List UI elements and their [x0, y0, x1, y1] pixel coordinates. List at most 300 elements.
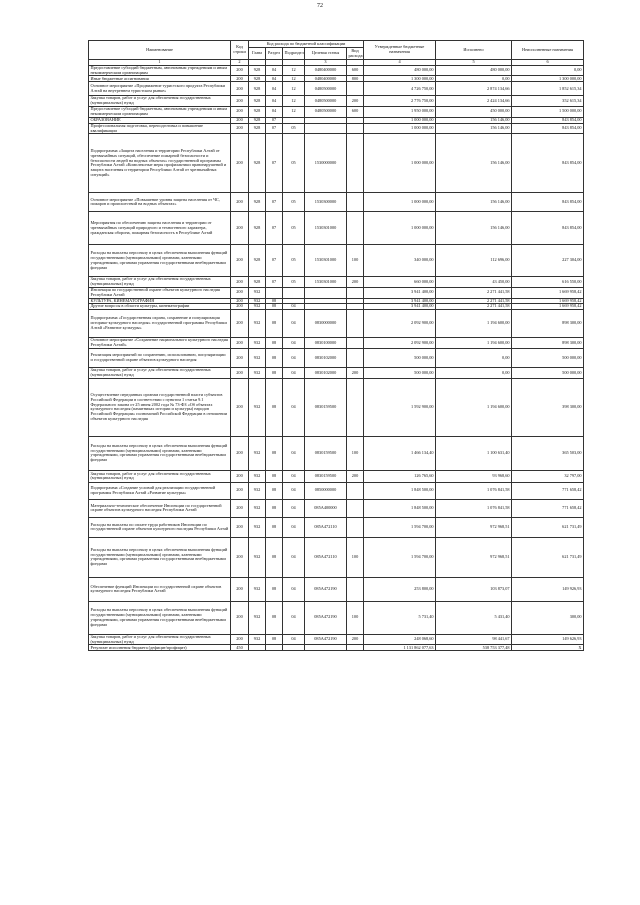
- row-unexecuted-cell: 1 500 000,00: [512, 107, 584, 118]
- row-subsection-cell: 04: [283, 310, 305, 338]
- row-unexecuted-cell: 898 300,00: [512, 338, 584, 349]
- row-section-cell: 08: [266, 368, 283, 379]
- row-code-cell: 200: [231, 96, 249, 107]
- row-section-cell: 08: [266, 499, 283, 517]
- row-expense-type-cell: [347, 212, 364, 245]
- table-row: [89, 577, 584, 601]
- row-name-cell: Мероприятия по обеспечению защиты населения и территории от чрезвычайных ситуаций природного и техногенного характера, гражданская оборона, пожарная безопасность в Республике Алтай: [89, 212, 231, 245]
- table-row: [89, 287, 584, 298]
- row-target-cell: 0830000000: [305, 310, 347, 338]
- index-cell: 4: [364, 60, 436, 66]
- row-expense-type-cell: 200: [347, 470, 364, 482]
- header-classification-group: Код расхода по бюджетной классификации: [249, 41, 364, 48]
- row-name-cell: Расходы на выплаты персоналу в целях обеспечения выполнения функций государственными (муниципальными) органами, казенными учреждениями, органами управления государственными внебюджетными фондами: [89, 537, 231, 577]
- row-expense-type-cell: 100: [347, 601, 364, 634]
- row-section-cell: 08: [266, 304, 283, 310]
- row-target-cell: 085А472190: [305, 577, 347, 601]
- row-section-cell: 08: [266, 310, 283, 338]
- row-code-cell: 200: [231, 193, 249, 212]
- table-row: [89, 517, 584, 537]
- row-approved-cell: 340 000,00: [364, 245, 436, 277]
- row-expense-type-cell: 600: [347, 65, 364, 76]
- row-target-cell: 0480400000: [305, 76, 347, 82]
- row-unexecuted-cell: 771 658,42: [512, 482, 584, 499]
- row-approved-cell: 5 731,40: [364, 601, 436, 634]
- row-executed-cell: 2 424 134,66: [436, 96, 512, 107]
- row-name-cell: Закупка товаров, работ и услуг для обеспечения государственных (муниципальных) нужд: [89, 96, 231, 107]
- row-chapter-cell: 932: [249, 577, 266, 601]
- row-unexecuted-cell: 898 300,00: [512, 310, 584, 338]
- row-approved-cell: 126 765,60: [364, 470, 436, 482]
- row-target-cell: 085А472110: [305, 517, 347, 537]
- row-chapter-cell: 932: [249, 537, 266, 577]
- row-target-cell: 0850000000: [305, 482, 347, 499]
- row-target-cell: 085А472190: [305, 634, 347, 645]
- table-row: [89, 537, 584, 577]
- row-unexecuted-cell: 300,00: [512, 601, 584, 634]
- row-executed-cell: 93 968,60: [436, 470, 512, 482]
- row-executed-cell: 480 000,00: [436, 65, 512, 76]
- row-subsection-cell: 05: [283, 245, 305, 277]
- row-section-cell: 08: [266, 470, 283, 482]
- row-name-cell: КУЛЬТУРА, КИНЕМАТОГРАФИЯ: [89, 298, 231, 304]
- row-approved-cell: 3 941 400,00: [364, 287, 436, 298]
- row-code-cell: 200: [231, 601, 249, 634]
- row-code-cell: 200: [231, 277, 249, 288]
- row-unexecuted-cell: 1 852 615,34: [512, 82, 584, 96]
- row-subsection-cell: 04: [283, 304, 305, 310]
- row-section-cell: 04: [266, 107, 283, 118]
- row-subsection-cell: 05: [283, 134, 305, 193]
- row-name-cell: Другие вопросы в области культуры, кинематографии: [89, 304, 231, 310]
- row-subsection-cell: 04: [283, 499, 305, 517]
- row-subsection-cell: 04: [283, 338, 305, 349]
- row-executed-cell: 103 873,07: [436, 577, 512, 601]
- row-executed-cell: 1 100 631,40: [436, 436, 512, 470]
- row-expense-type-cell: [347, 378, 364, 436]
- row-subsection-cell: 04: [283, 436, 305, 470]
- row-subsection-cell: [283, 645, 305, 651]
- row-name-cell: Основное мероприятие «Повышение уровня защиты населения от ЧС, пожаров и происшествий на водных объектах»: [89, 193, 231, 212]
- row-subsection-cell: 04: [283, 349, 305, 368]
- row-unexecuted-cell: 500 000,00: [512, 368, 584, 379]
- row-approved-cell: 1 594 700,00: [364, 517, 436, 537]
- budget-execution-table: [88, 40, 584, 651]
- row-section-cell: 08: [266, 634, 283, 645]
- row-approved-cell: 2 092 900,00: [364, 310, 436, 338]
- row-unexecuted-cell: 1 669 958,42: [512, 287, 584, 298]
- row-subsection-cell: 12: [283, 96, 305, 107]
- row-code-cell: 200: [231, 65, 249, 76]
- row-chapter-cell: 932: [249, 436, 266, 470]
- row-target-cell: 0830159500: [305, 378, 347, 436]
- row-code-cell: 450: [231, 645, 249, 651]
- row-chapter-cell: 928: [249, 245, 266, 277]
- row-expense-type-cell: [347, 349, 364, 368]
- row-target-cell: 0480500000: [305, 107, 347, 118]
- row-target-cell: 0480500000: [305, 82, 347, 96]
- row-code-cell: 200: [231, 310, 249, 338]
- row-approved-cell: 1 848 500,00: [364, 499, 436, 517]
- row-name-cell: Подпрограмма «Создание условий для реализации государственной программы Республики Алтай «Развитие культуры»: [89, 482, 231, 499]
- table-row: [89, 601, 584, 634]
- row-code-cell: 200: [231, 212, 249, 245]
- row-name-cell: Расходы на выплаты персоналу в целях обеспечения выполнения функций государственными (муниципальными) органами, казенными учреждениями, органами управления государственными внебюджетными фондами: [89, 245, 231, 277]
- row-name-cell: Закупка товаров, работ и услуг для обеспечения государственных (муниципальных) нужд: [89, 277, 231, 288]
- row-section-cell: 08: [266, 298, 283, 304]
- row-name-cell: Закупка товаров, работ и услуг для обеспечения государственных (муниципальных) нужд: [89, 634, 231, 645]
- row-chapter-cell: 932: [249, 287, 266, 298]
- header-line-code: Код строки: [231, 41, 249, 60]
- row-subsection-cell: 04: [283, 368, 305, 379]
- row-section-cell: 07: [266, 245, 283, 277]
- table-row: [89, 107, 584, 118]
- row-executed-cell: 1 194 600,00: [436, 378, 512, 436]
- row-subsection-cell: 04: [283, 482, 305, 499]
- row-executed-cell: 0,00: [436, 368, 512, 379]
- row-approved-cell: 1 950 000,00: [364, 107, 436, 118]
- row-expense-type-cell: [347, 645, 364, 651]
- table-row: [89, 193, 584, 212]
- row-section-cell: 07: [266, 212, 283, 245]
- row-executed-cell: 2 271 441,58: [436, 298, 512, 304]
- row-executed-cell: 156 146,00: [436, 193, 512, 212]
- row-section-cell: 08: [266, 436, 283, 470]
- row-executed-cell: 43 450,00: [436, 277, 512, 288]
- row-subsection-cell: 04: [283, 378, 305, 436]
- row-executed-cell: 1 194 600,00: [436, 310, 512, 338]
- row-chapter-cell: [249, 645, 266, 651]
- row-unexecuted-cell: 843 854,00: [512, 117, 584, 123]
- row-section-cell: 08: [266, 537, 283, 577]
- header-target: Целевая статья: [305, 48, 347, 60]
- row-expense-type-cell: [347, 517, 364, 537]
- row-executed-cell: 2 874 134,66: [436, 82, 512, 96]
- row-expense-type-cell: 100: [347, 245, 364, 277]
- row-executed-cell: 156 146,00: [436, 117, 512, 123]
- row-unexecuted-cell: 227 304,00: [512, 245, 584, 277]
- row-executed-cell: 1 076 841,58: [436, 482, 512, 499]
- row-approved-cell: 1 300 000,00: [364, 76, 436, 82]
- row-code-cell: 200: [231, 482, 249, 499]
- row-chapter-cell: 932: [249, 482, 266, 499]
- row-approved-cell: 1 000 000,00: [364, 212, 436, 245]
- table-row: [89, 482, 584, 499]
- header-executed: Исполнено: [436, 41, 512, 60]
- row-approved-cell: 1 848 500,00: [364, 482, 436, 499]
- row-approved-cell: 3 941 400,00: [364, 298, 436, 304]
- row-target-cell: 1530301000: [305, 277, 347, 288]
- row-name-cell: Основное мероприятие «Сохранение национального культурного наследия Республики Алтай»: [89, 338, 231, 349]
- row-code-cell: 200: [231, 82, 249, 96]
- row-name-cell: Предоставление субсидий бюджетным, автономным учреждениям и иным некоммерческим организациям: [89, 107, 231, 118]
- table-row: [89, 96, 584, 107]
- row-unexecuted-cell: X: [512, 645, 584, 651]
- row-unexecuted-cell: 500 000,00: [512, 349, 584, 368]
- row-unexecuted-cell: 843 854,00: [512, 123, 584, 134]
- row-expense-type-cell: 200: [347, 277, 364, 288]
- row-name-cell: Расходы на выплаты персоналу в целях обеспечения выполнения функций государственными (муниципальными) органами, казенными учреждениями, органами управления государственными внебюджетными фондами: [89, 601, 231, 634]
- row-approved-cell: 3 941 400,00: [364, 304, 436, 310]
- row-code-cell: 200: [231, 134, 249, 193]
- row-unexecuted-cell: 149 926,93: [512, 577, 584, 601]
- table-row: [89, 65, 584, 76]
- table-row: [89, 82, 584, 96]
- row-target-cell: 0830159500: [305, 470, 347, 482]
- row-executed-cell: 1 076 841,58: [436, 499, 512, 517]
- row-expense-type-cell: 800: [347, 76, 364, 82]
- row-chapter-cell: 928: [249, 123, 266, 134]
- row-expense-type-cell: [347, 134, 364, 193]
- table-row: [89, 470, 584, 482]
- row-target-cell: 1530301000: [305, 245, 347, 277]
- row-approved-cell: 480 000,00: [364, 65, 436, 76]
- row-section-cell: [266, 645, 283, 651]
- row-approved-cell: 253 800,00: [364, 577, 436, 601]
- row-subsection-cell: [283, 287, 305, 298]
- row-unexecuted-cell: 1 300 000,00: [512, 76, 584, 82]
- row-unexecuted-cell: 32 797,00: [512, 470, 584, 482]
- row-section-cell: 04: [266, 82, 283, 96]
- table-row: [89, 212, 584, 245]
- row-unexecuted-cell: 0,00: [512, 65, 584, 76]
- row-target-cell: 085А472190: [305, 601, 347, 634]
- row-subsection-cell: 04: [283, 634, 305, 645]
- row-expense-type-cell: [347, 577, 364, 601]
- row-subsection-cell: 04: [283, 601, 305, 634]
- row-subsection-cell: 04: [283, 470, 305, 482]
- row-name-cell: Инспекция по государственной охране объектов культурного наследия Республики Алтай: [89, 287, 231, 298]
- row-section-cell: 04: [266, 76, 283, 82]
- row-code-cell: 200: [231, 368, 249, 379]
- row-unexecuted-cell: 621 731,49: [512, 537, 584, 577]
- row-section-cell: 07: [266, 193, 283, 212]
- row-subsection-cell: 04: [283, 537, 305, 577]
- row-chapter-cell: 928: [249, 82, 266, 96]
- table-row: [89, 349, 584, 368]
- row-subsection-cell: 04: [283, 577, 305, 601]
- row-section-cell: 07: [266, 134, 283, 193]
- row-target-cell: [305, 645, 347, 651]
- row-unexecuted-cell: 843 854,00: [512, 193, 584, 212]
- row-expense-type-cell: [347, 193, 364, 212]
- row-subsection-cell: 12: [283, 82, 305, 96]
- row-name-cell: Осуществление переданных органам государственной власти субъектов Российской Федерации в соответствии с пунктом 1 статьи 9.1 Федерального закона от 25 июня 2002 года № 73-ФЗ «Об объектах культурного наследия (памятниках истории и культуры) народов Российской Федерации» полномочий Российской Федерации в отношении объектов культурного наследия: [89, 378, 231, 436]
- row-target-cell: 0480400000: [305, 65, 347, 76]
- row-target-cell: [305, 123, 347, 134]
- row-code-cell: 200: [231, 634, 249, 645]
- row-approved-cell: 660 000,00: [364, 277, 436, 288]
- row-code-cell: 200: [231, 349, 249, 368]
- row-name-cell: Закупка товаров, работ и услуг для обеспечения государственных (муниципальных) нужд: [89, 470, 231, 482]
- row-unexecuted-cell: 1 669 958,42: [512, 304, 584, 310]
- row-section-cell: 07: [266, 123, 283, 134]
- table-row: [89, 134, 584, 193]
- row-approved-cell: 1 000 000,00: [364, 123, 436, 134]
- row-chapter-cell: 932: [249, 517, 266, 537]
- row-unexecuted-cell: 843 854,00: [512, 212, 584, 245]
- row-executed-cell: 98 441,67: [436, 634, 512, 645]
- row-expense-type-cell: [347, 287, 364, 298]
- row-unexecuted-cell: 149 626,93: [512, 634, 584, 645]
- row-expense-type-cell: 100: [347, 537, 364, 577]
- row-section-cell: 08: [266, 349, 283, 368]
- row-target-cell: 0830159500: [305, 436, 347, 470]
- index-cell: 3: [305, 60, 347, 66]
- row-expense-type-cell: [347, 310, 364, 338]
- table-row: [89, 499, 584, 517]
- row-target-cell: 085А472110: [305, 537, 347, 577]
- row-target-cell: 1530300000: [305, 193, 347, 212]
- row-approved-cell: 2 776 750,00: [364, 96, 436, 107]
- row-expense-type-cell: [347, 482, 364, 499]
- row-section-cell: 08: [266, 517, 283, 537]
- row-approved-cell: 1 466 134,40: [364, 436, 436, 470]
- row-approved-cell: 1 000 000,00: [364, 117, 436, 123]
- table-row: [89, 368, 584, 379]
- header-subsection: Подраздел: [283, 48, 305, 60]
- row-code-cell: 200: [231, 499, 249, 517]
- table-row: [89, 277, 584, 288]
- row-name-cell: Предоставление субсидий бюджетным, автономным учреждениям и иным некоммерческим организациям: [89, 65, 231, 76]
- row-code-cell: 200: [231, 107, 249, 118]
- row-expense-type-cell: [347, 499, 364, 517]
- table-row: [89, 378, 584, 436]
- row-target-cell: [305, 287, 347, 298]
- row-chapter-cell: 932: [249, 349, 266, 368]
- index-cell: 5: [436, 60, 512, 66]
- row-chapter-cell: 932: [249, 470, 266, 482]
- row-expense-type-cell: 100: [347, 436, 364, 470]
- row-executed-cell: 0,00: [436, 349, 512, 368]
- row-code-cell: 200: [231, 470, 249, 482]
- row-subsection-cell: 05: [283, 123, 305, 134]
- row-name-cell: Обеспечение функций Инспекции по государственной охране объектов культурного наследия Республики Алтай: [89, 577, 231, 601]
- row-section-cell: 08: [266, 338, 283, 349]
- row-section-cell: 04: [266, 65, 283, 76]
- row-target-cell: 1530000000: [305, 134, 347, 193]
- row-code-cell: 200: [231, 123, 249, 134]
- row-chapter-cell: 932: [249, 298, 266, 304]
- row-name-cell: Закупка товаров, работ и услуг для обеспечения государственных (муниципальных) нужд: [89, 368, 231, 379]
- row-chapter-cell: 928: [249, 65, 266, 76]
- row-approved-cell: 1 000 000,00: [364, 134, 436, 193]
- row-code-cell: 200: [231, 537, 249, 577]
- row-executed-cell: 156 146,00: [436, 123, 512, 134]
- row-name-cell: ОБРАЗОВАНИЕ: [89, 117, 231, 123]
- row-unexecuted-cell: 1 669 958,42: [512, 298, 584, 304]
- table-row: [89, 245, 584, 277]
- row-approved-cell: 1 000 000,00: [364, 193, 436, 212]
- row-code-cell: 200: [231, 378, 249, 436]
- row-name-cell: Подпрограмма «Государственная охрана, сохранение и популяризация историко-культурного наследия» государственной программы Республики Алтай «Развитие культуры»: [89, 310, 231, 338]
- row-approved-cell: 1 131 862 077,63: [364, 645, 436, 651]
- row-executed-cell: 538 753 377,48: [436, 645, 512, 651]
- row-name-cell: Основное мероприятие «Продвижение туристского продукта Республики Алтай на внутреннем туристском рынке»: [89, 82, 231, 96]
- row-approved-cell: 2 092 900,00: [364, 338, 436, 349]
- row-code-cell: 200: [231, 287, 249, 298]
- row-expense-type-cell: 200: [347, 368, 364, 379]
- row-section-cell: [266, 287, 283, 298]
- row-section-cell: 08: [266, 378, 283, 436]
- row-executed-cell: 156 146,00: [436, 134, 512, 193]
- header-unexecuted: Неисполненные назначения: [512, 41, 584, 60]
- row-chapter-cell: 932: [249, 338, 266, 349]
- row-subsection-cell: 12: [283, 76, 305, 82]
- row-code-cell: 200: [231, 436, 249, 470]
- row-code-cell: 200: [231, 304, 249, 310]
- row-name-cell: Материально-техническое обеспечение Инспекции по государственной охране объектов культурного наследия Республики Алтай: [89, 499, 231, 517]
- row-section-cell: 07: [266, 117, 283, 123]
- row-unexecuted-cell: 352 615,34: [512, 96, 584, 107]
- row-executed-cell: 2 271 441,58: [436, 287, 512, 298]
- header-approved: Утвержденные бюджетные назначения: [364, 41, 436, 60]
- row-chapter-cell: 928: [249, 117, 266, 123]
- row-expense-type-cell: [347, 82, 364, 96]
- table-row: [89, 310, 584, 338]
- row-target-cell: 1530301000: [305, 212, 347, 245]
- table-row: [89, 338, 584, 349]
- header-name: Наименование: [89, 41, 231, 60]
- header-expense-type: Вид расхода: [348, 47, 363, 58]
- row-chapter-cell: 932: [249, 601, 266, 634]
- table-row: [89, 645, 584, 651]
- row-code-cell: 200: [231, 517, 249, 537]
- row-unexecuted-cell: 616 550,00: [512, 277, 584, 288]
- row-expense-type-cell: 200: [347, 96, 364, 107]
- row-approved-cell: 1 592 900,00: [364, 378, 436, 436]
- row-executed-cell: 972 968,51: [436, 517, 512, 537]
- row-code-cell: 200: [231, 577, 249, 601]
- row-approved-cell: 500 000,00: [364, 368, 436, 379]
- row-expense-type-cell: 200: [347, 634, 364, 645]
- row-section-cell: 07: [266, 277, 283, 288]
- row-name-cell: Расходы на выплаты по оплате труда работников Инспекции по государственной охране объектов культурного наследия Республики Алтай: [89, 517, 231, 537]
- row-target-cell: 0830102000: [305, 368, 347, 379]
- index-cell: 2: [231, 60, 249, 66]
- row-name-cell: Результат исполнения бюджета (дефицит/профицит): [89, 645, 231, 651]
- row-code-cell: 200: [231, 76, 249, 82]
- row-chapter-cell: 932: [249, 304, 266, 310]
- row-name-cell: Профессиональная подготовка, переподготовка и повышение квалификации: [89, 123, 231, 134]
- row-chapter-cell: 932: [249, 378, 266, 436]
- row-code-cell: 200: [231, 338, 249, 349]
- row-subsection-cell: 05: [283, 193, 305, 212]
- page-number: 72: [317, 3, 323, 9]
- row-chapter-cell: 932: [249, 499, 266, 517]
- row-code-cell: 200: [231, 245, 249, 277]
- row-chapter-cell: 928: [249, 134, 266, 193]
- row-executed-cell: 5 431,40: [436, 601, 512, 634]
- table-row: [89, 634, 584, 645]
- row-expense-type-cell: [347, 123, 364, 134]
- row-chapter-cell: 928: [249, 76, 266, 82]
- row-expense-type-cell: [347, 338, 364, 349]
- row-name-cell: Расходы на выплаты персоналу в целях обеспечения выполнения функций государственными (муниципальными) органами, казенными учреждениями, органами управления государственными внебюджетными фондами: [89, 436, 231, 470]
- row-subsection-cell: 12: [283, 65, 305, 76]
- row-chapter-cell: 928: [249, 212, 266, 245]
- row-target-cell: 0830100000: [305, 338, 347, 349]
- row-subsection-cell: 05: [283, 212, 305, 245]
- row-subsection-cell: 05: [283, 277, 305, 288]
- row-subsection-cell: 12: [283, 107, 305, 118]
- row-chapter-cell: 932: [249, 634, 266, 645]
- row-target-cell: 085А400000: [305, 499, 347, 517]
- row-executed-cell: 156 146,00: [436, 212, 512, 245]
- row-section-cell: 08: [266, 601, 283, 634]
- row-chapter-cell: 928: [249, 277, 266, 288]
- row-section-cell: 08: [266, 577, 283, 601]
